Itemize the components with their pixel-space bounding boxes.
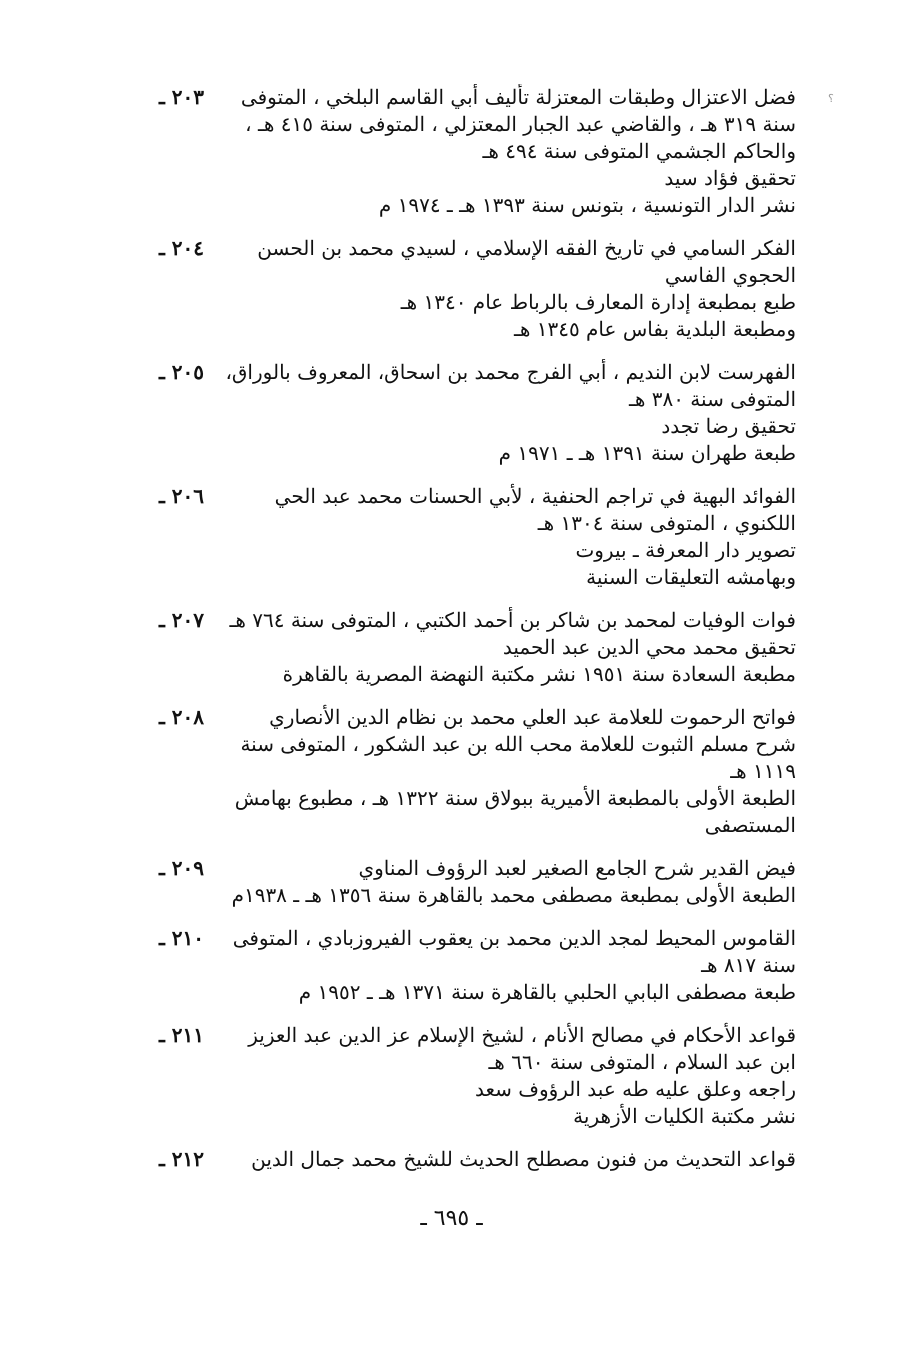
bibliography-entry bbox=[128, 704, 796, 839]
entry-detail-line: تحقيق محمد محي الدين عبد الحميد bbox=[502, 635, 796, 659]
entry-number: ٢٠٥ ـ bbox=[158, 360, 204, 384]
page-number: ـ ٦٩٥ ـ bbox=[420, 1206, 483, 1231]
entry-detail-line: طبعة طهران سنة ١٣٩١ هـ ـ ١٩٧١ م bbox=[498, 441, 796, 465]
entry-detail-line: المتوفى سنة ٣٨٠ هـ bbox=[628, 387, 796, 411]
entry-detail-line: نشر مكتبة الكليات الأزهرية bbox=[573, 1104, 796, 1128]
entry-title-line: قواعد الأحكام في مصالح الأنام ، لشيخ الإسلام عز الدين عبد العزيز bbox=[248, 1023, 796, 1047]
entry-title-line: فيض القدير شرح الجامع الصغير لعبد الرؤوف المناوي bbox=[358, 856, 796, 880]
entry-number: ٢٠٧ ـ bbox=[158, 608, 204, 632]
entry-detail-line: الطبعة الأولى بالمطبعة الأميرية ببولاق سنة ١٣٢٢ هـ ، مطبوع بهامش bbox=[234, 786, 796, 810]
bibliography-entry bbox=[128, 359, 796, 467]
entry-body bbox=[204, 483, 796, 591]
entry-body bbox=[204, 84, 796, 219]
entry-title-line: فواتح الرحموت للعلامة عبد العلي محمد بن نظام الدين الأنصاري bbox=[269, 705, 796, 729]
entry-detail-line: تحقيق فؤاد سيد bbox=[664, 166, 796, 190]
bibliography-entry bbox=[128, 855, 796, 909]
entry-detail-line: ابن عبد السلام ، المتوفى سنة ٦٦٠ هـ bbox=[488, 1050, 796, 1074]
entry-detail-line: والحاكم الجشمي المتوفى سنة ٤٩٤ هـ bbox=[482, 139, 796, 163]
entry-title-line: القاموس المحيط لمجد الدين محمد بن يعقوب الفيروزبادي ، المتوفى bbox=[232, 926, 796, 950]
entry-number: ٢٠٦ ـ bbox=[158, 484, 204, 508]
entry-detail-line: اللكنوي ، المتوفى سنة ١٣٠٤ هـ bbox=[537, 511, 796, 535]
entry-number: ٢٠٩ ـ bbox=[158, 856, 204, 880]
entry-detail-line: راجعه وعلق عليه طه عبد الرؤوف سعد bbox=[474, 1077, 796, 1101]
bibliography-entry bbox=[128, 925, 796, 1006]
entry-detail-line: الطبعة الأولى بمطبعة مصطفى محمد بالقاهرة سنة ١٣٥٦ هـ ـ ١٩٣٨م bbox=[231, 883, 796, 907]
entry-title-line: قواعد التحديث من فنون مصطلح الحديث للشيخ محمد جمال الدين bbox=[251, 1147, 796, 1171]
entry-detail-line: سنة ٨١٧ هـ bbox=[701, 953, 796, 977]
entry-body bbox=[204, 235, 796, 343]
entry-body bbox=[204, 1146, 796, 1173]
entry-detail-line: طبعة مصطفى البابي الحلبي بالقاهرة سنة ١٣٧١ هـ ـ ١٩٥٢ م bbox=[298, 980, 796, 1004]
entry-detail-line: ومطبعة البلدية بفاس عام ١٣٤٥ هـ bbox=[513, 317, 796, 341]
bibliography-entry bbox=[128, 1022, 796, 1130]
entry-body bbox=[204, 925, 796, 1006]
entry-title-line: الفهرست لابن النديم ، أبي الفرج محمد بن اسحاق، المعروف بالوراق، bbox=[225, 360, 796, 384]
entry-detail-line: شرح مسلم الثبوت للعلامة محب الله بن عبد الشكور ، المتوفى سنة bbox=[240, 732, 796, 756]
entry-body bbox=[204, 704, 796, 839]
bibliography-entry bbox=[128, 483, 796, 591]
entry-number: ٢١١ ـ bbox=[158, 1023, 204, 1047]
entry-number: ٢١٢ ـ bbox=[158, 1147, 204, 1171]
entry-detail-line: تحقيق رضا تجدد bbox=[661, 414, 796, 438]
entry-title-line: فوات الوفيات لمحمد بن شاكر بن أحمد الكتبي ، المتوفى سنة ٧٦٤ هـ bbox=[229, 608, 796, 632]
entry-detail-line: تصوير دار المعرفة ـ بيروت bbox=[575, 538, 796, 562]
entry-detail-line: الحجوي الفاسي bbox=[664, 263, 796, 287]
entry-title-line: الفوائد البهية في تراجم الحنفية ، لأبي الحسنات محمد عبد الحي bbox=[274, 484, 796, 508]
entry-body bbox=[204, 855, 796, 909]
entry-body bbox=[204, 1022, 796, 1130]
margin-mark: ؟ bbox=[828, 92, 834, 105]
bibliography-entry bbox=[128, 84, 796, 219]
entry-number: ٢١٠ ـ bbox=[158, 926, 204, 950]
bibliography-entry bbox=[128, 235, 796, 343]
entry-detail-line: المستصفى bbox=[704, 813, 796, 837]
entry-detail-line: وبهامشه التعليقات السنية bbox=[586, 565, 796, 589]
entry-body bbox=[204, 359, 796, 467]
bibliography-entry bbox=[128, 1146, 796, 1173]
entry-title-line: الفكر السامي في تاريخ الفقه الإسلامي ، لسيدي محمد بن الحسن bbox=[257, 236, 796, 260]
entry-detail-line: نشر الدار التونسية ، بتونس سنة ١٣٩٣ هـ ـ ١٩٧٤ م bbox=[378, 193, 796, 217]
entry-detail-line: مطبعة السعادة سنة ١٩٥١ نشر مكتبة النهضة المصرية بالقاهرة bbox=[282, 662, 796, 686]
entry-number: ٢٠٤ ـ bbox=[158, 236, 204, 260]
entry-detail-line: ١١١٩ هـ bbox=[730, 759, 796, 783]
entry-number: ٢٠٣ ـ bbox=[158, 85, 204, 109]
entry-number: ٢٠٨ ـ bbox=[158, 705, 204, 729]
entry-detail-line: طبع بمطبعة إدارة المعارف بالرباط عام ١٣٤٠ هـ bbox=[400, 290, 796, 314]
entry-title-line: فضل الاعتزال وطبقات المعتزلة تأليف أبي القاسم البلخي ، المتوفى bbox=[240, 85, 796, 109]
bibliography-entry bbox=[128, 607, 796, 688]
entry-detail-line: سنة ٣١٩ هـ ، والقاضي عبد الجبار المعتزلي ، المتوفى سنة ٤١٥ هـ ، bbox=[245, 112, 796, 136]
bibliography-list bbox=[128, 84, 796, 1173]
entry-body bbox=[204, 607, 796, 688]
